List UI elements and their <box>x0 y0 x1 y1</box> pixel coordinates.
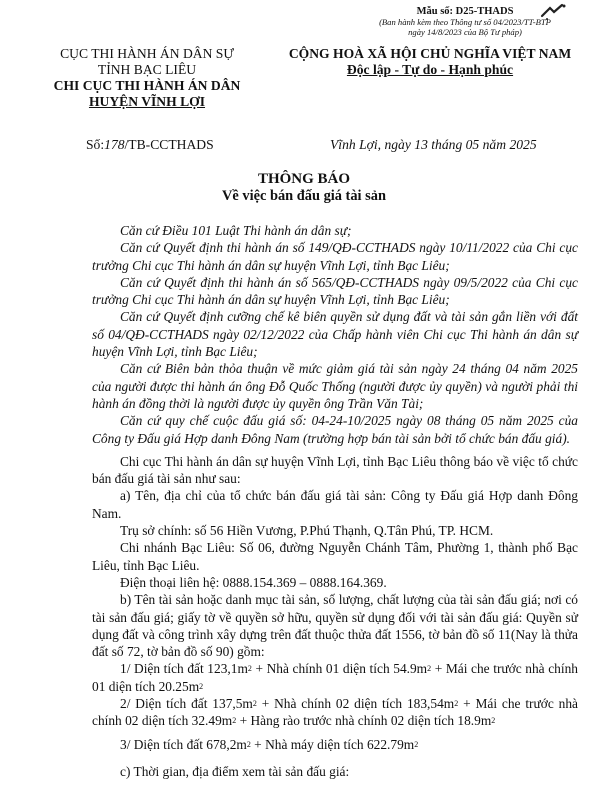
section-c-heading: c) Thời gian, địa điểm xem tài sản đấu giá: <box>120 763 350 779</box>
legal-basis-2: Căn cứ Quyết định thi hành án số 149/QĐ-CCTHADS ngày 10/11/2022 của Chi cục trưởng Chi cục Thi hành án dân sự huyện Vĩnh Lợi, tỉnh Bạc Liêu; <box>92 240 578 273</box>
contact-phone: Điện thoại liên hệ: 0888.154.369 – 0888.164.369. <box>120 574 387 590</box>
intro-paragraph: Chi cục Thi hành án dân sự huyện Vĩnh Lợi, tỉnh Bạc Liêu thông báo về việc tổ chức bán đấu giá tài sản như sau: <box>92 453 578 487</box>
section-b-heading: b) Tên tài sản hoặc danh mục tài sản, số lượng, chất lượng của tài sản đấu giá; nơi có tài sản đấu giá; giấy tờ về quyền sở hữu, quyền sử dụng đối với tài sản đấu giá: Quyền sử dụng đất và công trình xây dựng trên đất thuộc thửa đất 1556, tờ bản đồ số 11(Nay là thửa đất số 72, tờ bản đồ số 90) gồm: <box>92 592 578 660</box>
legal-basis-5: Căn cứ Biên bản thỏa thuận về mức giảm giá tài sản ngày 24 tháng 04 năm 2025 của người được thi hành án ông Đỗ Quốc Thống (người được ủy quyền) và người phải thi hành án đồng thời là người được ủy quyền ông Trần Văn Tài; <box>92 361 578 411</box>
section-a-heading: a) Tên, địa chỉ của tổ chức bán đấu giá tài sản: Công ty Đấu giá Hợp danh Đông Nam. <box>92 488 578 521</box>
nation-motto: Độc lập - Tự do - Hạnh phúc <box>346 62 514 77</box>
legal-basis-6: Căn cứ quy chế cuộc đấu giá số: 04-24-10/2025 ngày 08 tháng 05 năm 2025 của Công ty Đấu giá Hợp danh Đông Nam (trường hợp bán tài sản bởi tổ chức bán đấu giá). <box>92 413 578 446</box>
asset-item-2: 2/ Diện tích đất $137,5m^2$ + Nhà chính 02 diện tích $183,54m^2$ + Mái che trước nhà chính 02 diện tích $32.49m^2$ + Hàng rào trước nhà chính 02 diện tích $18.9m^2$ <box>92 696 578 729</box>
document-title: THÔNG BÁO <box>257 171 351 187</box>
branch-address: Chi nhánh Bạc Liêu: Số 06, đường Nguyễn Chánh Tâm, Phường 1, thành phố Bạc Liêu, tỉnh Bạc Liêu. <box>92 540 578 573</box>
nation-name: CỘNG HOÀ XÃ HỘI CHỦ NGHĨA VIỆT NAM <box>288 46 572 61</box>
place-and-date: Vĩnh Lợi, ngày 13 tháng 05 năm 2025 <box>330 137 537 152</box>
reference-prefix: Số: <box>86 137 105 152</box>
document-body <box>92 222 578 780</box>
legal-basis-4: Căn cứ Quyết định cưỡng chế kê biên quyền sử dụng đất và tài sản gắn liền với đất số 04/QĐ-CCTHADS ngày 02/12/2022 của Chấp hành viên Chi cục Thi hành án dân sự huyện Vĩnh Lợi, tỉnh Bạc Liêu; <box>92 309 578 360</box>
reference-number: 178 <box>104 137 125 152</box>
document-subtitle: Về việc bán đấu giá tài sản <box>222 188 386 204</box>
asset-item-3: 3/ Diện tích đất $678,2m^2$ + Nhà máy diện tích $622.79m^2$ <box>120 736 419 752</box>
form-number-block <box>340 6 590 37</box>
legal-basis-1: Căn cứ Điều 101 Luật Thi hành án dân sự; <box>120 223 352 238</box>
form-note-line-2: ngày 14/8/2023 của Bộ Tư pháp) <box>408 27 522 37</box>
legal-basis-3: Căn cứ Quyết định thi hành án số 565/QĐ-CCTHADS ngày 09/5/2022 của Chi cục trưởng Chi cục Thi hành án dân sự huyện Vĩnh Lợi, tỉnh Bạc Liêu; <box>92 274 578 308</box>
issuing-agency <box>42 46 252 110</box>
form-code: Mẫu số: D25-THADS <box>416 6 514 17</box>
agency-line-3: CHI CỤC THI HÀNH ÁN DÂN <box>53 78 241 93</box>
agency-line-1: CỤC THI HÀNH ÁN DÂN SỰ <box>60 46 234 61</box>
agency-line-2: TỈNH BẠC LIÊU <box>97 62 197 77</box>
form-note-line-1: (Ban hành kèm theo Thông tư số 04/2023/TT-BTP <box>379 17 551 27</box>
asset-item-1: 1/ Diện tích đất $123,1m^2$ + Nhà chính 01 diện tích $54.9m^2$ + Mái che trước nhà chính 01 diện tích $20.25m^2$ <box>92 661 578 694</box>
national-header <box>270 46 590 78</box>
agency-line-4: HUYỆN VĨNH LỢI <box>88 94 206 109</box>
reference-suffix: /TB-CCTHADS <box>124 137 214 152</box>
head-office-address: Trụ sở chính: số 56 Hiền Vương, P.Phú Thạnh, Q.Tân Phú, TP. HCM. <box>120 523 494 539</box>
document-reference <box>86 137 214 153</box>
